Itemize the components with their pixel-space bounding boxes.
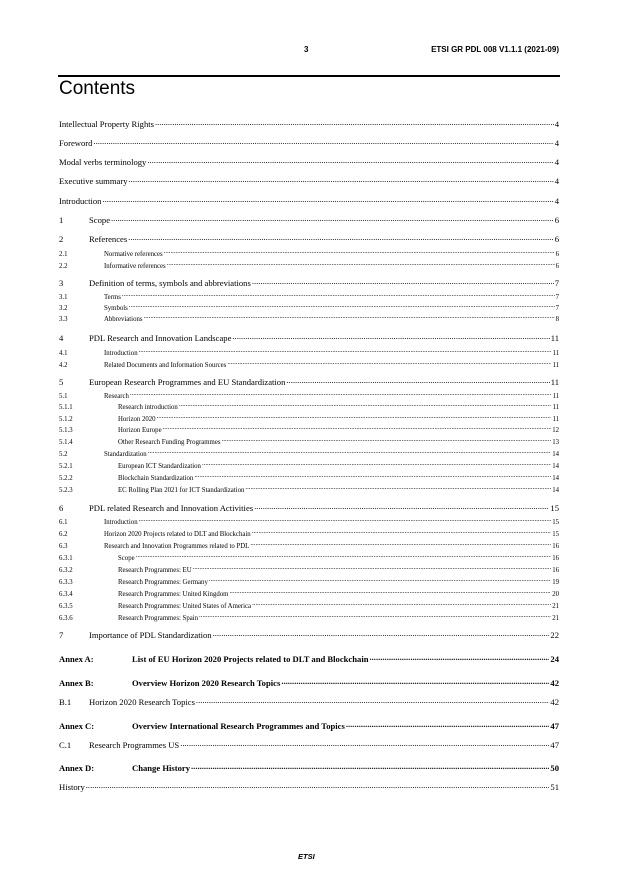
- toc-entry-number: 3: [59, 278, 64, 288]
- toc-entry-number: 4.2: [59, 362, 68, 369]
- toc-entry-number: 5.1.4: [59, 439, 73, 446]
- toc-entry[interactable]: [59, 333, 559, 343]
- toc-entry-page: 14: [552, 451, 559, 458]
- toc-entry-page: 11: [552, 362, 559, 369]
- toc-entry-number: 6.3.3: [59, 579, 73, 586]
- toc-entry-number: 5.2.3: [59, 487, 73, 494]
- toc-dot-leader: [167, 260, 555, 268]
- toc-dot-leader: [129, 302, 555, 310]
- toc-entry-title: Research Programmes: Germany: [118, 579, 208, 586]
- toc-entry-number: 5.1: [59, 393, 68, 400]
- toc-entry[interactable]: [59, 377, 559, 387]
- page-title: Contents: [59, 78, 136, 99]
- toc-entry-number: 6: [59, 503, 64, 513]
- toc-entry-page: 51: [550, 782, 559, 792]
- toc-entry-title: PDL related Research and Innovation Activities: [89, 503, 254, 513]
- toc-entry-title: Intellectual Property Rights: [59, 119, 154, 129]
- toc-entry-number: 6.3.2: [59, 567, 73, 574]
- toc-entry-title: European Research Programmes and EU Standardization: [89, 377, 286, 387]
- toc-entry-title: Research Programmes US: [89, 740, 180, 750]
- toc-entry-number: 5.1.3: [59, 427, 73, 434]
- toc-entry-page: 4: [554, 157, 559, 167]
- toc-entry-title: Horizon 2020: [118, 416, 156, 423]
- toc-entry[interactable]: [59, 278, 559, 288]
- toc-entry-title: Overview Horizon 2020 Research Topics: [132, 678, 281, 688]
- footer-brand: ETSI: [298, 852, 315, 861]
- toc-entry[interactable]: [59, 248, 559, 258]
- toc-dot-leader: [199, 612, 551, 620]
- toc-entry-number: 5.1.2: [59, 416, 73, 423]
- toc-entry-title: References: [89, 234, 128, 244]
- toc-entry[interactable]: [59, 600, 559, 610]
- toc-dot-leader: [102, 196, 553, 204]
- toc-dot-leader: [139, 516, 552, 524]
- toc-dot-leader: [250, 540, 551, 548]
- toc-entry-page: 12: [552, 427, 559, 434]
- toc-dot-leader: [139, 347, 552, 355]
- toc-dot-leader: [144, 313, 555, 321]
- toc-entry-page: 13: [552, 439, 559, 446]
- toc-entry-title: Research Programmes: EU: [118, 567, 192, 574]
- toc-entry-title: PDL Research and Innovation Landscape: [89, 333, 232, 343]
- toc-entry-page: 11: [552, 393, 559, 400]
- toc-entry-page: 20: [552, 591, 559, 598]
- toc-dot-leader: [222, 436, 552, 444]
- toc-entry-page: 14: [552, 463, 559, 470]
- toc-entry-title: Symbols: [104, 305, 128, 312]
- toc-entry-page: 4: [554, 138, 559, 148]
- toc-dot-leader: [209, 576, 551, 584]
- toc-entry-title: Research Programmes: United Kingdom: [118, 591, 229, 598]
- header-document-id: ETSI GR PDL 008 V1.1.1 (2021-09): [431, 45, 559, 54]
- toc-entry-title: Introduction: [59, 196, 102, 206]
- toc-dot-leader: [252, 600, 551, 608]
- toc-dot-leader: [180, 740, 549, 748]
- toc-entry-number: 4: [59, 333, 64, 343]
- toc-entry[interactable]: [59, 347, 559, 357]
- toc-entry-page: 6: [555, 263, 559, 270]
- toc-dot-leader: [179, 401, 552, 409]
- toc-dot-leader: [157, 413, 552, 421]
- toc-entry-page: 8: [555, 316, 559, 323]
- toc-entry-page: 7: [555, 305, 559, 312]
- toc-dot-leader: [191, 763, 549, 771]
- toc-entry[interactable]: [59, 291, 559, 301]
- toc-entry-number: 2.1: [59, 251, 68, 258]
- toc-entry-title: Research: [104, 393, 129, 400]
- toc-entry[interactable]: [59, 424, 559, 434]
- toc-entry-title: Overview International Research Programmes and Topics: [132, 721, 345, 731]
- toc-dot-leader: [252, 528, 552, 536]
- toc-entry-number: 1: [59, 215, 64, 225]
- toc-dot-leader: [281, 678, 549, 686]
- toc-entry[interactable]: [59, 196, 559, 206]
- toc-entry[interactable]: [59, 390, 559, 400]
- toc-entry-title: Horizon 2020 Research Topics: [89, 697, 195, 707]
- toc-entry-number: Annex D:: [59, 763, 95, 773]
- toc-entry-title: Scope: [118, 555, 135, 562]
- toc-entry-page: 24: [550, 654, 559, 664]
- toc-entry-number: 6.3.6: [59, 615, 73, 622]
- toc-entry[interactable]: [59, 413, 559, 423]
- toc-entry-page: 11: [550, 377, 559, 387]
- toc-entry-title: EC Rolling Plan 2021 for ICT Standardization: [118, 487, 245, 494]
- toc-entry-number: 5.2: [59, 451, 68, 458]
- toc-entry-page: 4: [554, 119, 559, 129]
- toc-entry-page: 21: [552, 603, 559, 610]
- toc-dot-leader: [346, 721, 550, 729]
- toc-dot-leader: [202, 460, 551, 468]
- toc-entry-number: C.1: [59, 740, 72, 750]
- toc-entry[interactable]: [59, 448, 559, 458]
- toc-dot-leader: [196, 697, 549, 705]
- toc-entry-page: 15: [550, 503, 559, 513]
- toc-dot-leader: [122, 291, 555, 299]
- toc-entry-number: 6.3.4: [59, 591, 73, 598]
- toc-entry-title: Blockchain Standardization: [118, 475, 194, 482]
- toc-entry-page: 11: [552, 404, 559, 411]
- toc-entry-title: Related Documents and Information Sources: [104, 362, 227, 369]
- toc-entry-title: Importance of PDL Standardization: [89, 630, 212, 640]
- toc-entry-title: List of EU Horizon 2020 Projects related to DLT and Blockchain: [132, 654, 369, 664]
- toc-entry-number: 2.2: [59, 263, 68, 270]
- toc-dot-leader: [86, 782, 550, 790]
- toc-dot-leader: [111, 215, 554, 223]
- toc-dot-leader: [128, 234, 554, 242]
- toc-dot-leader: [232, 333, 549, 341]
- toc-entry-number: 5.1.1: [59, 404, 73, 411]
- toc-entry-title: Introduction: [104, 350, 138, 357]
- toc-entry-page: 4: [554, 176, 559, 186]
- toc-entry[interactable]: [59, 528, 559, 538]
- toc-entry-number: 6.2: [59, 531, 68, 538]
- toc-entry-number: Annex C:: [59, 721, 95, 731]
- toc-entry-number: 3.1: [59, 294, 68, 301]
- toc-entry-title: Research introduction: [118, 404, 178, 411]
- toc-entry-page: 21: [552, 615, 559, 622]
- toc-entry[interactable]: [59, 313, 559, 323]
- toc-entry-number: 5.2.2: [59, 475, 73, 482]
- toc-dot-leader: [93, 138, 553, 146]
- toc-entry-page: 42: [550, 697, 559, 707]
- toc-entry[interactable]: [59, 176, 559, 186]
- toc-dot-leader: [163, 424, 552, 432]
- toc-entry[interactable]: [59, 576, 559, 586]
- toc-entry-title: Foreword: [59, 138, 93, 148]
- toc-entry[interactable]: [59, 721, 559, 731]
- toc-dot-leader: [136, 552, 552, 560]
- toc-entry[interactable]: [59, 215, 559, 225]
- toc-entry-number: Annex A:: [59, 654, 94, 664]
- toc-entry-number: 3.2: [59, 305, 68, 312]
- toc-entry[interactable]: [59, 234, 559, 244]
- toc-entry-title: European ICT Standardization: [118, 463, 201, 470]
- toc-entry[interactable]: [59, 588, 559, 598]
- toc-entry-title: Definition of terms, symbols and abbreviations: [89, 278, 251, 288]
- toc-entry-title: History: [59, 782, 85, 792]
- toc-entry-number: 2: [59, 234, 64, 244]
- toc-dot-leader: [155, 119, 554, 127]
- toc-entry[interactable]: [59, 460, 559, 470]
- toc-entry-title: Research Programmes: Spain: [118, 615, 199, 622]
- toc-entry[interactable]: [59, 630, 559, 640]
- toc-entry-page: 11: [550, 333, 559, 343]
- toc-dot-leader: [245, 484, 551, 492]
- toc-entry[interactable]: [59, 138, 559, 148]
- toc-entry-page: 16: [552, 543, 559, 550]
- toc-entry[interactable]: [59, 157, 559, 167]
- toc-entry-page: 6: [555, 251, 559, 258]
- toc-entry[interactable]: [59, 503, 559, 513]
- toc-dot-leader: [164, 248, 555, 256]
- toc-entry-title: Horizon 2020 Projects related to DLT and Blockchain: [104, 531, 251, 538]
- toc-dot-leader: [148, 448, 552, 456]
- toc-entry[interactable]: [59, 740, 559, 750]
- toc-entry[interactable]: [59, 302, 559, 312]
- toc-dot-leader: [252, 278, 554, 286]
- toc-entry-number: B.1: [59, 697, 72, 707]
- toc-entry-number: 5.2.1: [59, 463, 73, 470]
- toc-dot-leader: [147, 157, 553, 165]
- toc-entry-number: 4.1: [59, 350, 68, 357]
- toc-dot-leader: [130, 390, 552, 398]
- toc-entry-title: Other Research Funding Programmes: [118, 439, 221, 446]
- toc-entry[interactable]: [59, 782, 559, 792]
- toc-entry[interactable]: [59, 612, 559, 622]
- toc-entry-page: 42: [550, 678, 559, 688]
- toc-entry[interactable]: [59, 564, 559, 574]
- toc-entry-title: Abbreviations: [104, 316, 143, 323]
- toc-entry-title: Research and Innovation Programmes related to PDL: [104, 543, 250, 550]
- toc-dot-leader: [213, 630, 550, 638]
- toc-entry[interactable]: [59, 516, 559, 526]
- toc-entry-page: 47: [550, 721, 559, 731]
- toc-entry-page: 16: [552, 567, 559, 574]
- toc-entry[interactable]: [59, 484, 559, 494]
- toc-entry[interactable]: [59, 436, 559, 446]
- toc-dot-leader: [193, 564, 552, 572]
- toc-entry-page: 11: [552, 350, 559, 357]
- toc-entry-title: Executive summary: [59, 176, 128, 186]
- toc-entry-title: Standardization: [104, 451, 147, 458]
- toc-dot-leader: [194, 472, 551, 480]
- toc-entry-number: 6.1: [59, 519, 68, 526]
- toc-entry[interactable]: [59, 260, 559, 270]
- toc-entry-number: 6.3.1: [59, 555, 73, 562]
- toc-dot-leader: [286, 377, 549, 385]
- toc-entry-number: 6.3.5: [59, 603, 73, 610]
- toc-entry-page: 50: [550, 763, 559, 773]
- header-divider: [58, 75, 560, 77]
- toc-entry-number: 5: [59, 377, 64, 387]
- toc-entry[interactable]: [59, 763, 559, 773]
- toc-entry-title: Horizon Europe: [118, 427, 162, 434]
- header-page-number: 3: [304, 45, 309, 54]
- toc-dot-leader: [227, 359, 551, 367]
- toc-entry-title: Introduction: [104, 519, 138, 526]
- toc-entry-page: 6: [554, 215, 559, 225]
- toc-entry-page: 7: [554, 278, 559, 288]
- toc-entry[interactable]: [59, 401, 559, 411]
- toc-entry-page: 22: [550, 630, 559, 640]
- toc-entry-page: 6: [554, 234, 559, 244]
- toc-entry-title: Normative references: [104, 251, 163, 258]
- toc-entry[interactable]: [59, 119, 559, 129]
- toc-entry-number: Annex B:: [59, 678, 94, 688]
- toc-entry-page: 7: [555, 294, 559, 301]
- toc-entry-title: Change History: [132, 763, 191, 773]
- toc-entry[interactable]: [59, 552, 559, 562]
- toc-entry-page: 4: [554, 196, 559, 206]
- toc-entry-page: 47: [550, 740, 559, 750]
- toc-entry[interactable]: [59, 697, 559, 707]
- toc-entry[interactable]: [59, 472, 559, 482]
- toc-entry-page: 11: [552, 416, 559, 423]
- toc-entry-page: 15: [552, 531, 559, 538]
- toc-entry-title: Terms: [104, 294, 121, 301]
- toc-dot-leader: [229, 588, 551, 596]
- toc-entry-number: 7: [59, 630, 64, 640]
- toc-entry-page: 19: [552, 579, 559, 586]
- toc-entry[interactable]: [59, 359, 559, 369]
- toc-entry[interactable]: [59, 678, 559, 688]
- toc-entry-number: 6.3: [59, 543, 68, 550]
- toc-entry-page: 15: [552, 519, 559, 526]
- toc-entry[interactable]: [59, 654, 559, 664]
- toc-entry-title: Modal verbs terminology: [59, 157, 147, 167]
- toc-dot-leader: [254, 503, 549, 511]
- toc-entry-page: 14: [552, 487, 559, 494]
- toc-entry[interactable]: [59, 540, 559, 550]
- toc-entry-title: Research Programmes: United States of America: [118, 603, 252, 610]
- toc-entry-title: Informative references: [104, 263, 166, 270]
- toc-entry-number: 3.3: [59, 316, 68, 323]
- toc-entry-page: 16: [552, 555, 559, 562]
- toc-entry-title: Scope: [89, 215, 111, 225]
- toc-dot-leader: [370, 654, 550, 662]
- toc-dot-leader: [129, 176, 554, 184]
- toc-entry-page: 14: [552, 475, 559, 482]
